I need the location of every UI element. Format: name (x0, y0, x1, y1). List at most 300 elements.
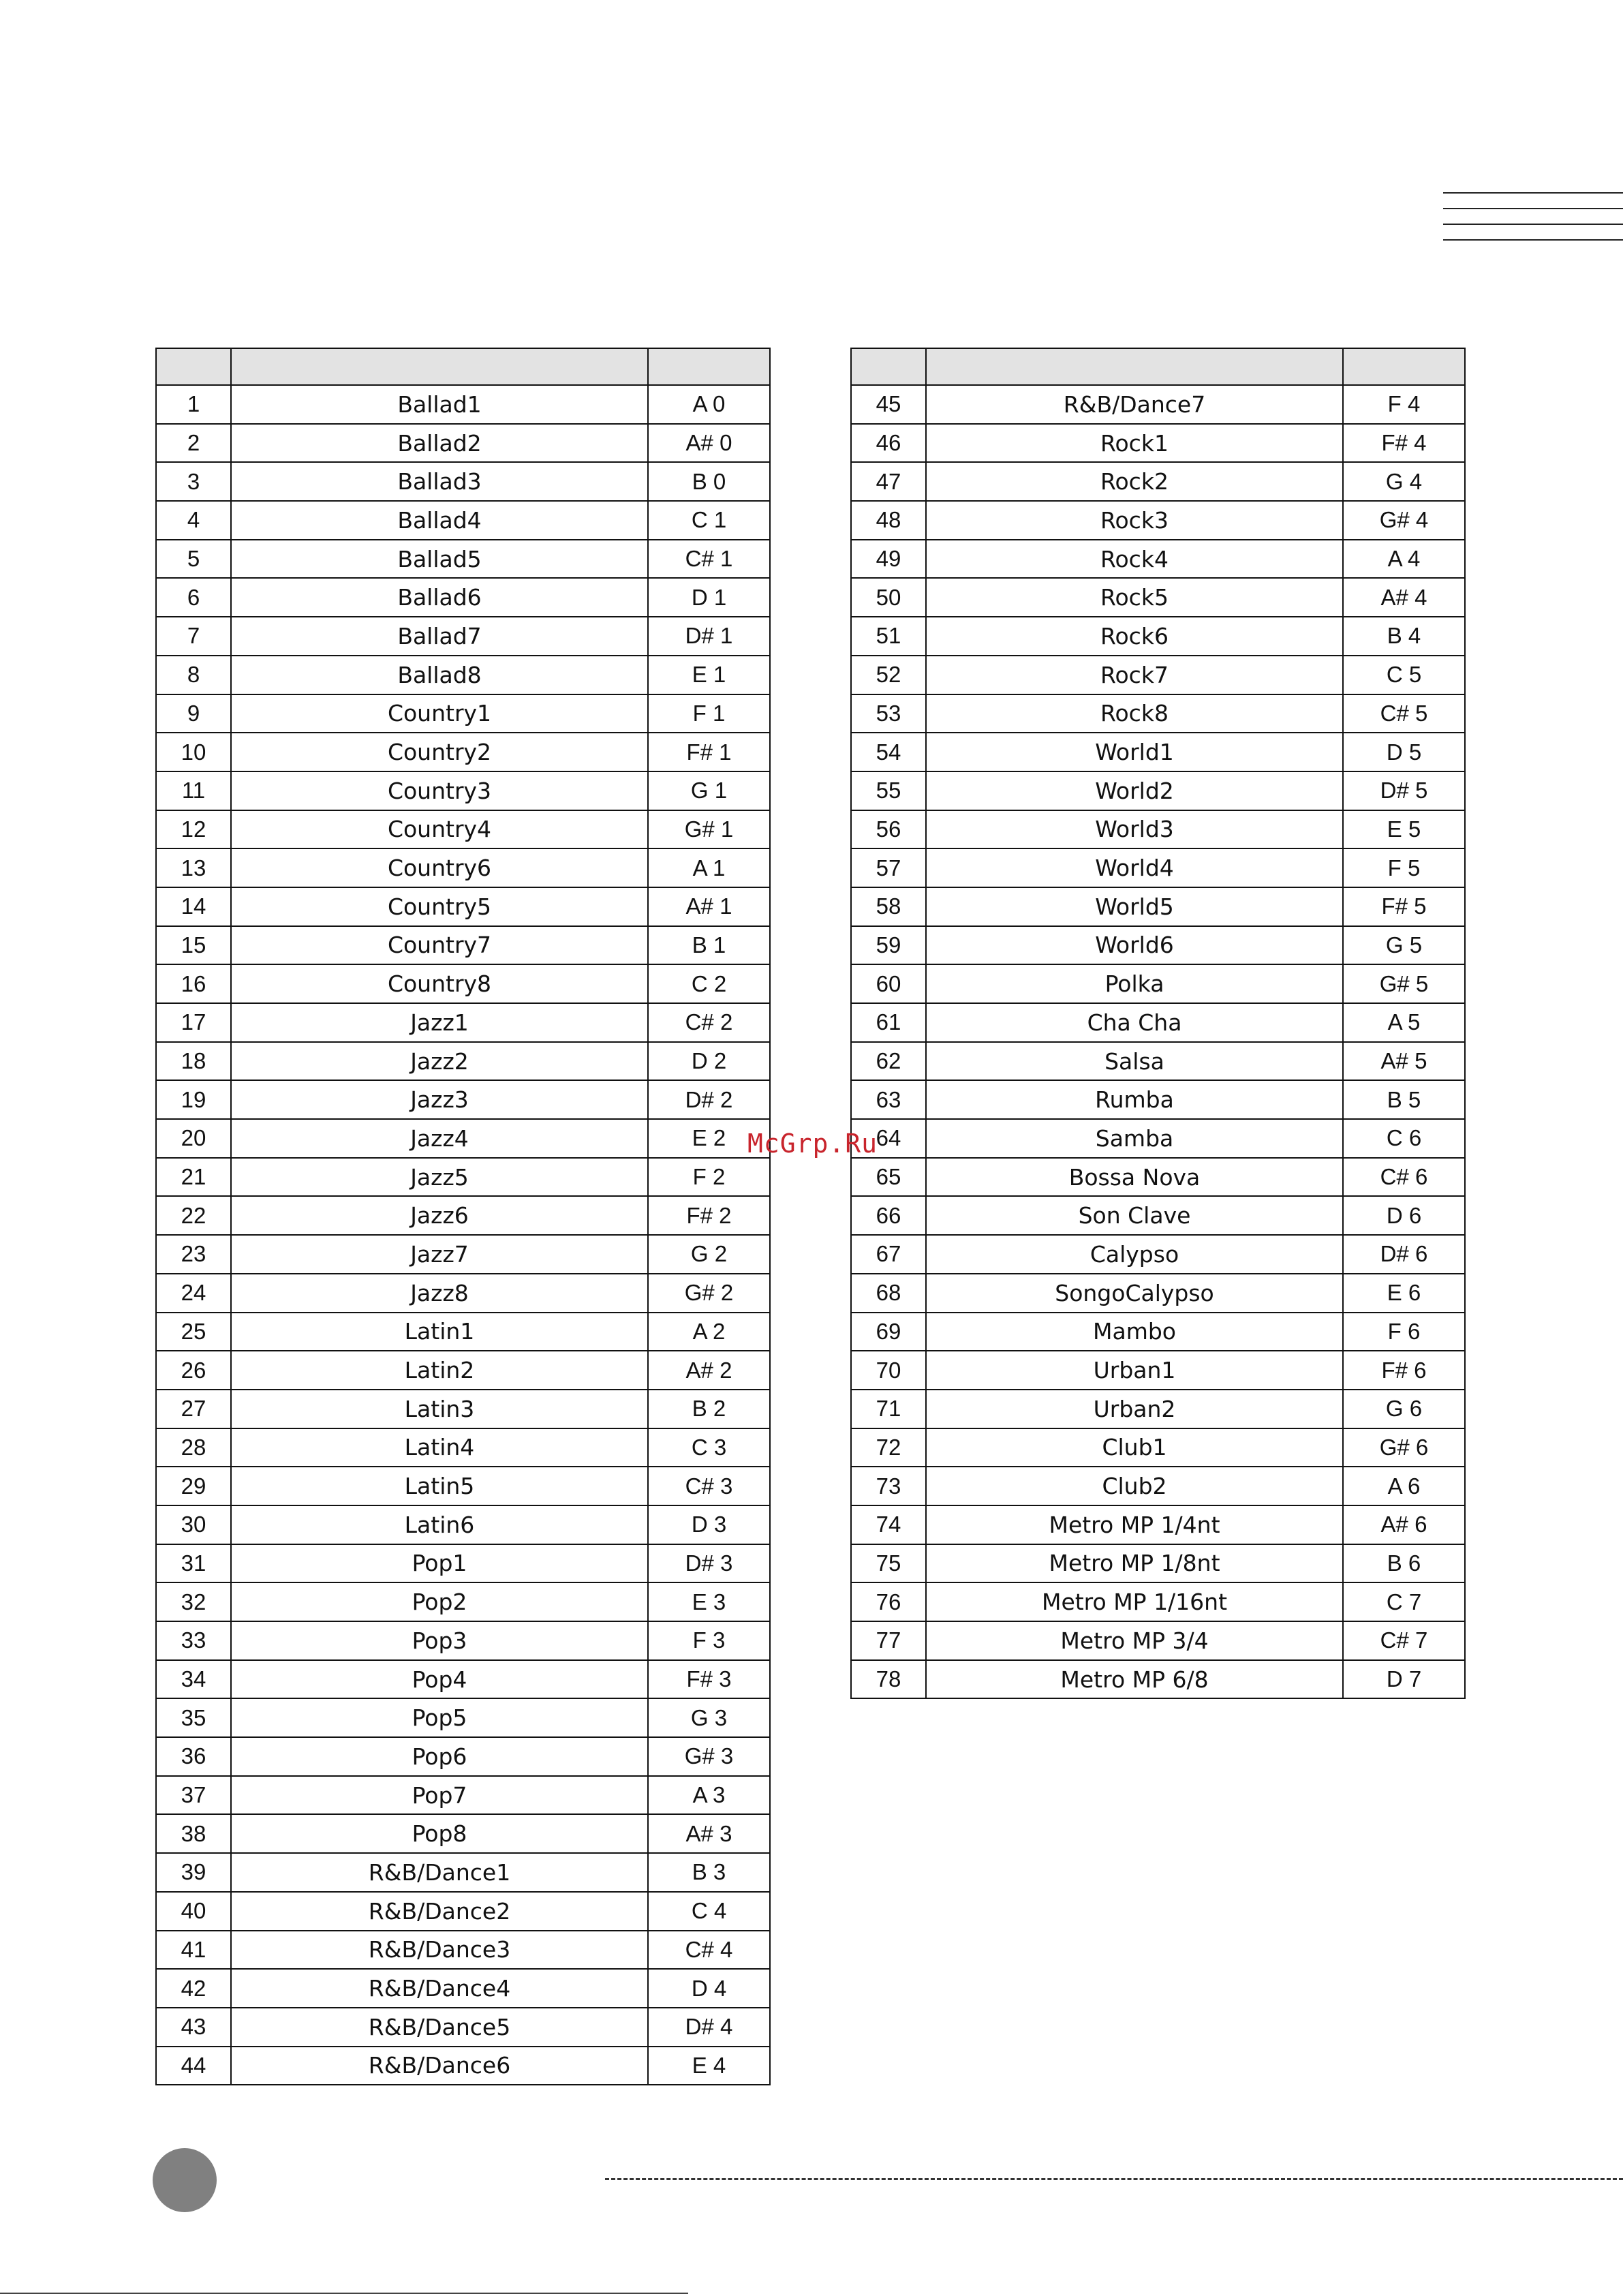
style-name: Country5 (231, 887, 648, 926)
style-number: 71 (851, 1390, 926, 1428)
style-name: Ballad3 (231, 462, 648, 501)
style-number: 65 (851, 1158, 926, 1197)
style-name: Club2 (926, 1467, 1343, 1505)
style-number: 18 (156, 1042, 231, 1081)
style-number: 41 (156, 1931, 231, 1970)
style-name: Ballad7 (231, 617, 648, 656)
note-name: A# 2 (648, 1351, 770, 1390)
style-number: 31 (156, 1544, 231, 1583)
style-number: 14 (156, 887, 231, 926)
note-name: A 3 (648, 1776, 770, 1815)
style-name: Jazz7 (231, 1235, 648, 1274)
header-cell-note (648, 348, 770, 385)
style-number: 16 (156, 964, 231, 1003)
table-row (851, 771, 1465, 810)
style-name: Country6 (231, 848, 648, 887)
note-name: A 6 (1343, 1467, 1465, 1505)
style-number: 32 (156, 1582, 231, 1621)
table-row (156, 1931, 770, 1970)
style-number: 45 (851, 385, 926, 424)
table-row (851, 1003, 1465, 1042)
note-name: F 6 (1343, 1313, 1465, 1351)
note-name: A# 3 (648, 1814, 770, 1853)
note-name: B 6 (1343, 1544, 1465, 1583)
table-row (156, 1196, 770, 1235)
style-name: Country3 (231, 771, 648, 810)
bottom-edge-line (0, 2293, 688, 2294)
style-name: Latin4 (231, 1428, 648, 1467)
table-row (156, 1080, 770, 1119)
table-row (156, 1467, 770, 1505)
note-name: F# 6 (1343, 1351, 1465, 1390)
style-name: Urban2 (926, 1390, 1343, 1428)
style-number: 50 (851, 578, 926, 617)
table-row (851, 1042, 1465, 1081)
note-name: D 2 (648, 1042, 770, 1081)
table-row (156, 1776, 770, 1815)
style-number: 2 (156, 424, 231, 463)
style-number: 43 (156, 2008, 231, 2047)
note-name: G 6 (1343, 1390, 1465, 1428)
style-name: Pop8 (231, 1814, 648, 1853)
style-number: 21 (156, 1158, 231, 1197)
style-number: 37 (156, 1776, 231, 1815)
table-row (851, 694, 1465, 733)
style-number: 61 (851, 1003, 926, 1042)
style-number: 77 (851, 1621, 926, 1660)
style-name: World2 (926, 771, 1343, 810)
decoration-line (1443, 208, 1623, 209)
table-row (156, 540, 770, 579)
note-name: C# 4 (648, 1931, 770, 1970)
style-name: Country4 (231, 810, 648, 849)
style-number: 7 (156, 617, 231, 656)
style-name: Jazz1 (231, 1003, 648, 1042)
style-number: 26 (156, 1351, 231, 1390)
table-row (156, 1390, 770, 1428)
style-number: 72 (851, 1428, 926, 1467)
style-name: Jazz3 (231, 1080, 648, 1119)
style-number: 19 (156, 1080, 231, 1119)
table-row (851, 1158, 1465, 1197)
table-row (851, 1196, 1465, 1235)
style-number: 24 (156, 1274, 231, 1313)
note-name: F 2 (648, 1158, 770, 1197)
style-number: 52 (851, 656, 926, 694)
style-number: 55 (851, 771, 926, 810)
note-name: C 4 (648, 1892, 770, 1931)
style-name: Club1 (926, 1428, 1343, 1467)
style-name: Ballad6 (231, 578, 648, 617)
style-number: 39 (156, 1853, 231, 1892)
note-name: D 6 (1343, 1196, 1465, 1235)
table-row (156, 1158, 770, 1197)
style-number: 75 (851, 1544, 926, 1583)
style-number: 15 (156, 926, 231, 965)
style-name: Ballad8 (231, 656, 648, 694)
style-name: Country2 (231, 733, 648, 771)
style-number: 53 (851, 694, 926, 733)
header-cell-note (1343, 348, 1465, 385)
style-name: Latin6 (231, 1505, 648, 1544)
table-row (156, 1698, 770, 1737)
style-name: R&B/Dance5 (231, 2008, 648, 2047)
style-number: 66 (851, 1196, 926, 1235)
style-list-table-left (155, 348, 771, 2085)
style-name: R&B/Dance6 (231, 2047, 648, 2085)
style-number: 44 (156, 2047, 231, 2085)
table-row (156, 926, 770, 965)
note-name: E 3 (648, 1582, 770, 1621)
note-name: B 3 (648, 1853, 770, 1892)
note-name: A# 0 (648, 424, 770, 463)
note-name: G 1 (648, 771, 770, 810)
table-row (851, 385, 1465, 424)
style-name: Pop6 (231, 1737, 648, 1776)
style-number: 78 (851, 1660, 926, 1699)
decoration-line (1443, 224, 1623, 225)
style-number: 13 (156, 848, 231, 887)
table-row (156, 964, 770, 1003)
style-name: Metro MP 3/4 (926, 1621, 1343, 1660)
style-name: Samba (926, 1119, 1343, 1158)
table-row (851, 1274, 1465, 1313)
note-name: G# 5 (1343, 964, 1465, 1003)
style-name: Urban1 (926, 1351, 1343, 1390)
table-row (156, 1042, 770, 1081)
style-number: 9 (156, 694, 231, 733)
note-name: F# 5 (1343, 887, 1465, 926)
style-number: 5 (156, 540, 231, 579)
table-row (851, 733, 1465, 771)
table-row (156, 1892, 770, 1931)
style-number: 35 (156, 1698, 231, 1737)
note-name: D# 6 (1343, 1235, 1465, 1274)
note-name: G 4 (1343, 462, 1465, 501)
watermark-text: McGrp.Ru (747, 1129, 878, 1159)
style-name: Pop7 (231, 1776, 648, 1815)
style-name: Metro MP 1/8nt (926, 1544, 1343, 1583)
style-name: SongoCalypso (926, 1274, 1343, 1313)
table-row (851, 964, 1465, 1003)
note-name: A# 6 (1343, 1505, 1465, 1544)
note-name: G 2 (648, 1235, 770, 1274)
note-name: A 5 (1343, 1003, 1465, 1042)
note-name: D 1 (648, 578, 770, 617)
note-name: A 1 (648, 848, 770, 887)
style-number: 22 (156, 1196, 231, 1235)
style-number: 76 (851, 1582, 926, 1621)
table-row (851, 848, 1465, 887)
table-header-row (851, 348, 1465, 385)
style-name: Salsa (926, 1042, 1343, 1081)
table-row (156, 1313, 770, 1351)
note-name: A 0 (648, 385, 770, 424)
style-number: 60 (851, 964, 926, 1003)
style-name: Pop4 (231, 1660, 648, 1699)
style-name: Country8 (231, 964, 648, 1003)
note-name: D# 5 (1343, 771, 1465, 810)
style-number: 10 (156, 733, 231, 771)
table-row (156, 1621, 770, 1660)
note-name: C 5 (1343, 656, 1465, 694)
note-name: C# 1 (648, 540, 770, 579)
table-row (851, 540, 1465, 579)
note-name: D# 1 (648, 617, 770, 656)
table-row (156, 1814, 770, 1853)
style-number: 20 (156, 1119, 231, 1158)
header-cell-number (156, 348, 231, 385)
style-name: Rumba (926, 1080, 1343, 1119)
footer-dashed-divider (605, 2178, 1623, 2180)
note-name: C# 3 (648, 1467, 770, 1505)
table-row (156, 694, 770, 733)
note-name: D# 4 (648, 2008, 770, 2047)
note-name: D# 2 (648, 1080, 770, 1119)
note-name: A# 1 (648, 887, 770, 926)
style-name: Rock1 (926, 424, 1343, 463)
style-name: Country7 (231, 926, 648, 965)
style-name: Metro MP 1/16nt (926, 1582, 1343, 1621)
note-name: D 3 (648, 1505, 770, 1544)
style-name: Ballad1 (231, 385, 648, 424)
note-name: E 1 (648, 656, 770, 694)
style-number: 73 (851, 1467, 926, 1505)
table-row (851, 1621, 1465, 1660)
style-name: Rock3 (926, 501, 1343, 540)
style-number: 40 (156, 1892, 231, 1931)
style-list-table-right (850, 348, 1466, 1699)
note-name: D# 3 (648, 1544, 770, 1583)
style-number: 27 (156, 1390, 231, 1428)
style-number: 3 (156, 462, 231, 501)
style-number: 51 (851, 617, 926, 656)
table-row (156, 501, 770, 540)
style-name: World1 (926, 733, 1343, 771)
header-decoration (1443, 192, 1623, 241)
style-number: 34 (156, 1660, 231, 1699)
style-name: Pop3 (231, 1621, 648, 1660)
header-cell-name (926, 348, 1343, 385)
style-number: 74 (851, 1505, 926, 1544)
style-name: Metro MP 1/4nt (926, 1505, 1343, 1544)
table-row (156, 2008, 770, 2047)
table-row (156, 771, 770, 810)
table-row (851, 501, 1465, 540)
style-number: 38 (156, 1814, 231, 1853)
decoration-line (1443, 239, 1623, 241)
note-name: F 5 (1343, 848, 1465, 887)
table-row (851, 1428, 1465, 1467)
style-name: World5 (926, 887, 1343, 926)
style-number: 11 (156, 771, 231, 810)
table-row (851, 462, 1465, 501)
style-number: 42 (156, 1969, 231, 2008)
note-name: C# 6 (1343, 1158, 1465, 1197)
note-name: G 5 (1343, 926, 1465, 965)
table-row (156, 1544, 770, 1583)
note-name: C 6 (1343, 1119, 1465, 1158)
table-row (851, 810, 1465, 849)
style-name: Latin3 (231, 1390, 648, 1428)
style-name: Latin2 (231, 1351, 648, 1390)
table-row (851, 1080, 1465, 1119)
style-name: Rock6 (926, 617, 1343, 656)
note-name: D 4 (648, 1969, 770, 2008)
note-name: B 4 (1343, 617, 1465, 656)
style-name: Son Clave (926, 1196, 1343, 1235)
table-row (156, 2047, 770, 2085)
note-name: D 7 (1343, 1660, 1465, 1699)
note-name: A 2 (648, 1313, 770, 1351)
decoration-line (1443, 192, 1623, 194)
style-number: 49 (851, 540, 926, 579)
table-row (851, 1390, 1465, 1428)
style-number: 56 (851, 810, 926, 849)
style-name: Rock4 (926, 540, 1343, 579)
table-row (156, 1428, 770, 1467)
note-name: B 5 (1343, 1080, 1465, 1119)
style-name: Polka (926, 964, 1343, 1003)
note-name: B 2 (648, 1390, 770, 1428)
note-name: G# 4 (1343, 501, 1465, 540)
style-number: 57 (851, 848, 926, 887)
note-name: F 4 (1343, 385, 1465, 424)
style-name: Pop2 (231, 1582, 648, 1621)
header-cell-name (231, 348, 648, 385)
table-row (851, 1313, 1465, 1351)
table-row (156, 1660, 770, 1699)
note-name: E 6 (1343, 1274, 1465, 1313)
note-name: F# 4 (1343, 424, 1465, 463)
table-row (156, 1119, 770, 1158)
style-number: 23 (156, 1235, 231, 1274)
style-name: Ballad5 (231, 540, 648, 579)
style-name: Mambo (926, 1313, 1343, 1351)
table-row (156, 1737, 770, 1776)
style-number: 48 (851, 501, 926, 540)
style-name: Rock5 (926, 578, 1343, 617)
table-row (851, 1582, 1465, 1621)
table-body-left (156, 385, 770, 2085)
style-number: 33 (156, 1621, 231, 1660)
style-number: 63 (851, 1080, 926, 1119)
note-name: E 5 (1343, 810, 1465, 849)
style-number: 69 (851, 1313, 926, 1351)
table-row (851, 1505, 1465, 1544)
table-body-right (851, 385, 1465, 1698)
style-name: Ballad2 (231, 424, 648, 463)
note-name: B 1 (648, 926, 770, 965)
style-name: R&B/Dance7 (926, 385, 1343, 424)
style-name: Calypso (926, 1235, 1343, 1274)
note-name: C 3 (648, 1428, 770, 1467)
style-number: 29 (156, 1467, 231, 1505)
note-name: C# 5 (1343, 694, 1465, 733)
style-name: Latin5 (231, 1467, 648, 1505)
note-name: F# 3 (648, 1660, 770, 1699)
style-name: World3 (926, 810, 1343, 849)
note-name: A 4 (1343, 540, 1465, 579)
style-name: Rock2 (926, 462, 1343, 501)
table-row (851, 1119, 1465, 1158)
table-row (156, 1274, 770, 1313)
note-name: D 5 (1343, 733, 1465, 771)
style-number: 4 (156, 501, 231, 540)
style-name: Rock8 (926, 694, 1343, 733)
note-name: C# 7 (1343, 1621, 1465, 1660)
style-name: Ballad4 (231, 501, 648, 540)
style-name: Metro MP 6/8 (926, 1660, 1343, 1699)
note-name: F# 1 (648, 733, 770, 771)
table-row (851, 424, 1465, 463)
style-number: 67 (851, 1235, 926, 1274)
table-row (156, 733, 770, 771)
table-row (851, 926, 1465, 965)
table-row (851, 578, 1465, 617)
style-number: 1 (156, 385, 231, 424)
page-number-circle (153, 2148, 217, 2212)
table-row (156, 424, 770, 463)
style-name: World4 (926, 848, 1343, 887)
note-name: C# 2 (648, 1003, 770, 1042)
table-row (851, 1660, 1465, 1699)
table-row (156, 1351, 770, 1390)
note-name: G# 6 (1343, 1428, 1465, 1467)
table-row (851, 656, 1465, 694)
style-number: 36 (156, 1737, 231, 1776)
style-name: Jazz4 (231, 1119, 648, 1158)
note-name: A# 4 (1343, 578, 1465, 617)
style-number: 12 (156, 810, 231, 849)
style-name: R&B/Dance1 (231, 1853, 648, 1892)
table-row (156, 462, 770, 501)
note-name: C 2 (648, 964, 770, 1003)
table-row (156, 1969, 770, 2008)
style-name: Rock7 (926, 656, 1343, 694)
table-header-row (156, 348, 770, 385)
table-row (851, 1351, 1465, 1390)
style-number: 17 (156, 1003, 231, 1042)
style-name: Jazz2 (231, 1042, 648, 1081)
style-number: 8 (156, 656, 231, 694)
table-row (156, 1853, 770, 1892)
table-row (851, 617, 1465, 656)
style-number: 62 (851, 1042, 926, 1081)
note-name: G# 2 (648, 1274, 770, 1313)
table-row (156, 656, 770, 694)
style-number: 28 (156, 1428, 231, 1467)
style-number: 6 (156, 578, 231, 617)
style-number: 54 (851, 733, 926, 771)
table-row (156, 617, 770, 656)
note-name: G# 3 (648, 1737, 770, 1776)
note-name: E 2 (648, 1119, 770, 1158)
header-cell-number (851, 348, 926, 385)
note-name: C 7 (1343, 1582, 1465, 1621)
table-row (851, 887, 1465, 926)
style-name: Country1 (231, 694, 648, 733)
style-name: Jazz8 (231, 1274, 648, 1313)
table-row (156, 1235, 770, 1274)
style-name: Jazz5 (231, 1158, 648, 1197)
style-number: 46 (851, 424, 926, 463)
note-name: F# 2 (648, 1196, 770, 1235)
style-name: Cha Cha (926, 1003, 1343, 1042)
table-row (156, 1505, 770, 1544)
table-row (156, 1003, 770, 1042)
style-number: 59 (851, 926, 926, 965)
